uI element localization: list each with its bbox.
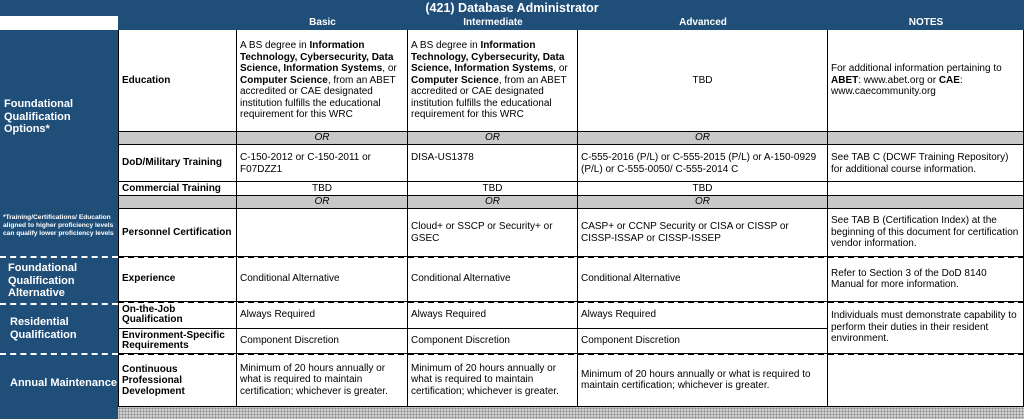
or-separator: OR	[578, 196, 828, 209]
env-intermediate: Component Discretion	[408, 329, 578, 354]
category-divider	[0, 256, 118, 258]
colhead-intermediate: Intermediate	[408, 16, 578, 30]
education-intermediate: A BS degree in Information Technology, Cybersecurity, Data Science, Information Systems, or Computer Science, from an ABET accredited or CAE designated institution fulfills the educational requirement for this WRC	[408, 30, 578, 132]
category-residential: Residential Qualification	[10, 316, 77, 341]
row-label-personnel-certification: Personnel Certification	[118, 209, 237, 257]
dod-basic: C-150-2012 or C-150-2011 or F07DZZ1	[237, 145, 408, 182]
ojt-advanced: Always Required	[578, 302, 828, 329]
category-alternative: Foundational Qualification Alternative	[8, 262, 78, 299]
or-separator: OR	[578, 132, 828, 145]
dod-notes: See TAB C (DCWF Training Repository) for additional course information.	[828, 145, 1024, 182]
education-notes: For additional information pertaining to ABET: www.abet.org or CAE: www.caecommunity.org	[828, 30, 1024, 132]
category-divider	[0, 353, 118, 355]
or-separator: OR	[237, 132, 408, 145]
or-row-spacer	[118, 196, 237, 209]
section-divider	[118, 353, 1024, 355]
section-divider	[118, 256, 1024, 258]
dod-advanced: C-555-2016 (P/L) or C-555-2015 (P/L) or A-150-0929 (P/L) or C-555-0050/ C-555-2014 C	[578, 145, 828, 182]
certification-basic	[237, 209, 408, 257]
or-separator: OR	[237, 196, 408, 209]
certification-advanced: CASP+ or CCNP Security or CISA or CISSP or CISSP-ISSAP or CISSP-ISSEP	[578, 209, 828, 257]
or-row-spacer	[828, 196, 1024, 209]
commercial-intermediate: TBD	[408, 182, 578, 196]
row-label-continuous-development: Continuous Professional Development	[118, 354, 237, 407]
commercial-notes	[828, 182, 1024, 196]
commercial-advanced: TBD	[578, 182, 828, 196]
section-divider	[118, 301, 1024, 303]
experience-notes: Refer to Section 3 of the DoD 8140 Manual for more information.	[828, 257, 1024, 302]
row-label-ojt-qualification: On-the-Job Qualification	[118, 302, 237, 329]
colhead-notes: NOTES	[828, 16, 1024, 30]
row-label-dod-training: DoD/Military Training	[118, 145, 237, 182]
colhead-basic: Basic	[237, 16, 408, 30]
ojt-intermediate: Always Required	[408, 302, 578, 329]
category-foundational: Foundational Qualification Options*	[4, 98, 74, 135]
or-row-spacer	[828, 132, 1024, 145]
category-divider	[0, 303, 118, 305]
cpd-intermediate: Minimum of 20 hours annually or what is required to maintain certification; whichever is greater.	[408, 354, 578, 407]
bottom-strip	[0, 407, 1024, 419]
ojt-basic: Always Required	[237, 302, 408, 329]
footnote-text: *Training/Certifications/ Education aligned to higher proficiency levels can qualify lower proficiency levels	[3, 214, 114, 237]
education-basic: A BS degree in Information Technology, Cybersecurity, Data Science, Information Systems, or Computer Science, from an ABET accredited or CAE designated institution fulfills the educational requirement for this WRC	[237, 30, 408, 132]
cpd-notes	[828, 354, 1024, 407]
row-label-environment-specific: Environment-Specific Requirements	[118, 329, 237, 354]
residential-notes: Individuals must demonstrate capability to perform their duties in their resident environment.	[828, 302, 1024, 354]
or-separator: OR	[408, 196, 578, 209]
cpd-advanced: Minimum of 20 hours annually or what is required to maintain certification; whichever is greater.	[578, 354, 828, 407]
education-advanced: TBD	[578, 30, 828, 132]
or-row-spacer	[118, 132, 237, 145]
env-basic: Component Discretion	[237, 329, 408, 354]
category-annual: Annual Maintenance	[10, 377, 117, 389]
left-category-panel	[0, 30, 118, 407]
certification-notes: See TAB B (Certification Index) at the beginning of this document for certification vendor information.	[828, 209, 1024, 257]
or-separator: OR	[408, 132, 578, 145]
experience-intermediate: Conditional Alternative	[408, 257, 578, 302]
page-title: (421) Database Administrator	[0, 0, 1024, 16]
colhead-blank	[118, 16, 237, 30]
dod-intermediate: DISA-US1378	[408, 145, 578, 182]
row-label-education: Education	[118, 30, 237, 132]
env-advanced: Component Discretion	[578, 329, 828, 354]
row-label-experience: Experience	[118, 257, 237, 302]
dotted-pattern	[118, 407, 1024, 419]
colhead-advanced: Advanced	[578, 16, 828, 30]
row-label-commercial-training: Commercial Training	[118, 182, 237, 196]
experience-advanced: Conditional Alternative	[578, 257, 828, 302]
commercial-basic: TBD	[237, 182, 408, 196]
experience-basic: Conditional Alternative	[237, 257, 408, 302]
cpd-basic: Minimum of 20 hours annually or what is required to maintain certification; whichever is greater.	[237, 354, 408, 407]
certification-intermediate: Cloud+ or SSCP or Security+ or GSEC	[408, 209, 578, 257]
